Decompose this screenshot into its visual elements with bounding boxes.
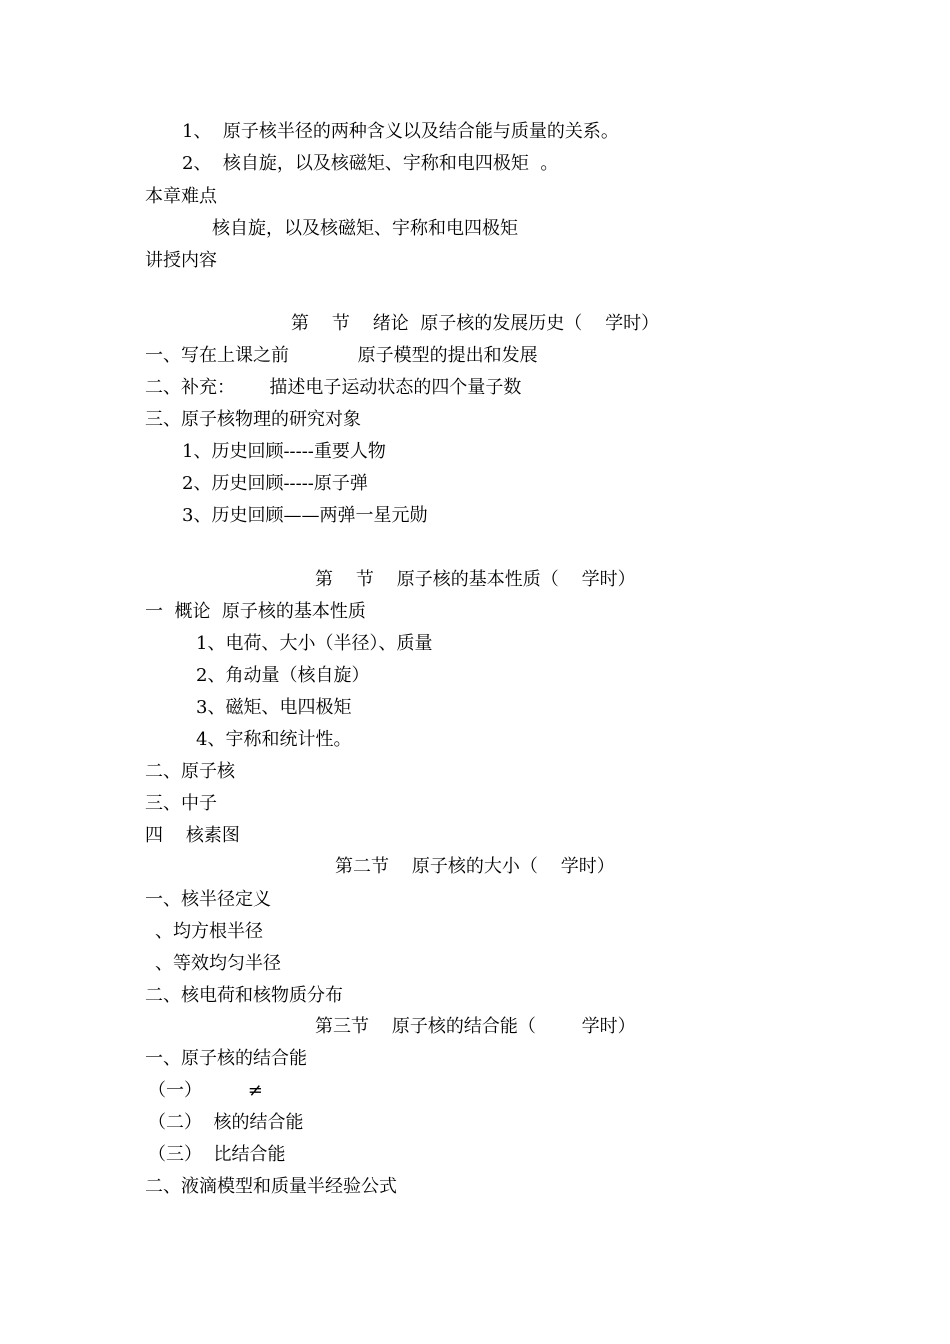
section-1-item-3: 三、原子核物理的研究对象	[145, 409, 361, 430]
section-2-item-2: 二、原子核	[145, 761, 235, 782]
section-2-subitem-2: 2、角动量（核自旋）	[196, 665, 370, 686]
section-4-item-2: 二、液滴模型和质量半经验公式	[145, 1176, 397, 1197]
section-2-item-4: 四 核素图	[145, 825, 240, 846]
section-1-subitem-2: 2、历史回顾-----原子弹	[182, 473, 368, 494]
section-2-subitem-1: 1、电荷、大小（半径）、质量	[196, 633, 433, 654]
difficulty-text: 核自旋，以及核磁矩、宇称和电四极矩	[212, 218, 518, 239]
section-4-subitem-1: （一） ≠	[148, 1080, 263, 1101]
section-2-item-3: 三、中子	[145, 793, 217, 814]
section-1-item-1: 一、写在上课之前 原子模型的提出和发展	[145, 345, 538, 366]
content-heading: 讲授内容	[145, 250, 217, 271]
key-point-1: 1、 原子核半径的两种含义以及结合能与质量的关系。	[182, 121, 619, 142]
section-2-subitem-3: 3、磁矩、电四极矩	[196, 697, 352, 718]
section-2-subitem-4: 4、宇称和统计性。	[196, 729, 352, 750]
section-4-subitem-2: （二） 核的结合能	[148, 1112, 304, 1133]
section-1-subitem-1: 1、历史回顾-----重要人物	[182, 441, 386, 462]
section-4-title: 第三节 原子核的结合能（ 学时）	[315, 1016, 636, 1037]
section-1-item-2: 二、补充： 描述电子运动状态的四个量子数	[145, 377, 522, 398]
section-1-title: 第 节 绪论 原子核的发展历史（ 学时）	[291, 313, 660, 334]
section-2-title: 第 节 原子核的基本性质（ 学时）	[315, 569, 636, 590]
section-3-subitem-2: 、等效均匀半径	[155, 953, 281, 974]
key-point-2: 2、 核自旋，以及核磁矩、宇称和电四极矩 。	[182, 153, 559, 174]
section-2-item-1: 一 概论 原子核的基本性质	[145, 601, 366, 622]
section-3-subitem-1: 、均方根半径	[155, 921, 263, 942]
section-3-item-1: 一、核半径定义	[145, 889, 271, 910]
section-4-subitem-3: （三） 比结合能	[148, 1144, 286, 1165]
section-3-title: 第二节 原子核的大小（ 学时）	[335, 856, 615, 877]
section-3-item-2: 二、核电荷和核物质分布	[145, 985, 343, 1006]
section-4-item-1: 一、原子核的结合能	[145, 1048, 307, 1069]
difficulty-heading: 本章难点	[145, 186, 217, 207]
section-1-subitem-3: 3、历史回顾——两弹一星元勋	[182, 505, 428, 526]
